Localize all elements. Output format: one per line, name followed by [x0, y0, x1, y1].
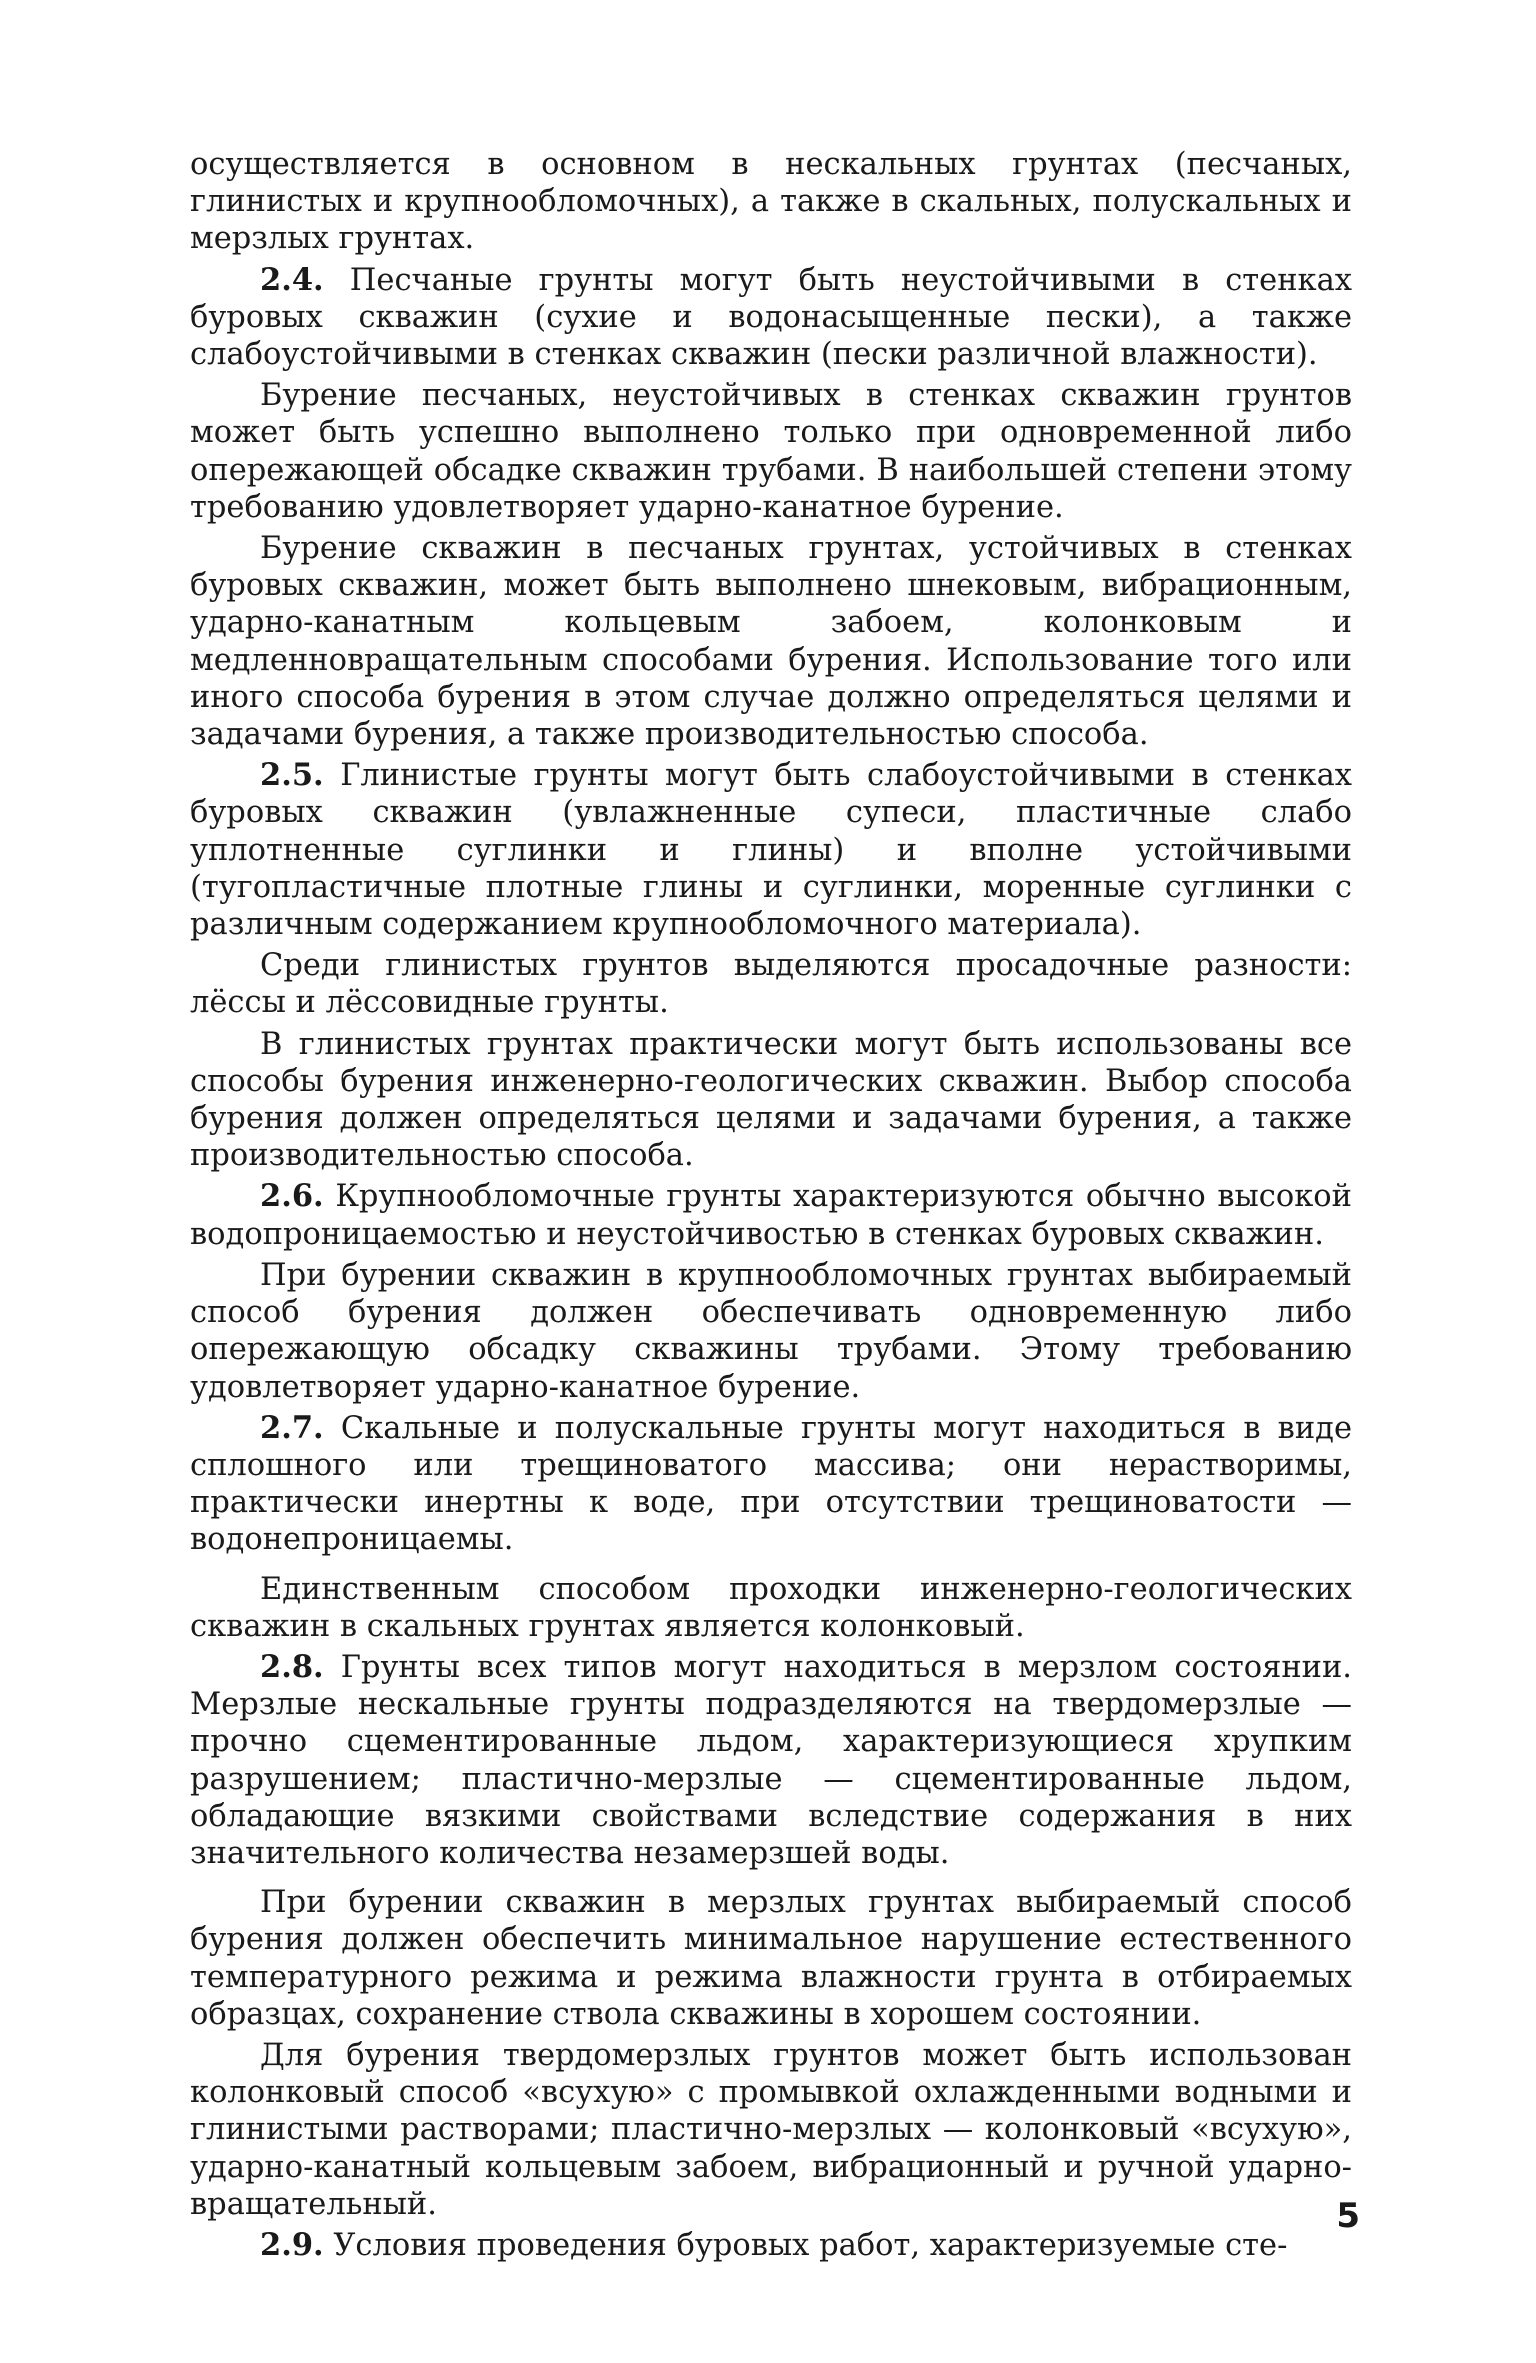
paragraph-2-5	[190, 757, 1352, 943]
clause-number: 2.7.	[260, 1409, 324, 1446]
paragraph	[190, 947, 1352, 1021]
page-number: 5	[1336, 2196, 1360, 2236]
paragraph-text: осуществляется в основном в нескальных грунтах (песчаных, глинистых и крупнообломочных), а также в скальных, полускальных и мерзлых грунтах.	[190, 147, 1352, 257]
clause-number: 2.6.	[260, 1178, 324, 1215]
paragraph-text: Условия проведения буровых работ, характеризуемые сте-	[323, 2227, 1288, 2263]
paragraph-continuation	[190, 146, 1352, 258]
paragraph-text: Крупнообломочные грунты характеризуются обычно высокой водопроницаемостью и неустойчивостью в стенках буровых скважин.	[190, 1179, 1352, 1252]
paragraph-text: Среди глинистых грунтов выделяются просадочные разности: лёссы и лёссовидные грунты.	[190, 948, 1352, 1021]
paragraph-text: Для бурения твердомерзлых грунтов может быть использован колонковый способ «всухую» с промывкой охлажденными водными и глинистыми растворами; пластично-мерзлых — колонковый «всухую», ударно-канатный кольцевым забоем, вибрационный и ручной ударно-вращательный.	[190, 2037, 1352, 2222]
paragraph-text: Единственным способом проходки инженерно-геологических скважин в скальных грунтах является колонковый.	[190, 1571, 1352, 1644]
paragraph-2-9	[190, 2227, 1352, 2264]
paragraph-text: Бурение песчаных, неустойчивых в стенках скважин грунтов может быть успешно выполнено только при одновременной либо опережающей обсадке скважин трубами. В наибольшей степени этому требованию удовлетворяет ударно-канатное бурение.	[190, 378, 1352, 525]
paragraph-text: В глинистых грунтах практически могут быть использованы все способы бурения инженерно-геологических скважин. Выбор способа бурения должен определяться целями и задачами бурения, а также производительностью способа.	[190, 1026, 1352, 1174]
paragraph-text: Скальные и полускальные грунты могут находиться в виде сплошного или трещиноватого массива; они нерастворимы, практически инертны к воде, при отсутствии трещиноватости — водонепроницаемы.	[190, 1410, 1352, 1558]
paragraph	[190, 377, 1352, 526]
paragraph-text: Бурение скважин в песчаных грунтах, устойчивых в стенках буровых скважин, может быть выполнено шнековым, вибрационным, ударно-канатным кольцевым забоем, колонковым и медленновращательным способами бурения. Использование того или иного способа бурения в этом случае должно определяться целями и задачами бурения, а также производительностью способа.	[190, 531, 1352, 753]
paragraph-text: При бурении скважин в мерзлых грунтах выбираемый способ бурения должен обеспечить минимальное нарушение естественного температурного режима и режима влажности грунта в отбираемых образцах, сохранение ствола скважины в хорошем состоянии.	[190, 1885, 1352, 2032]
paragraph	[190, 1884, 1352, 2033]
document-page	[190, 146, 1352, 2266]
paragraph-2-6	[190, 1178, 1352, 1252]
paragraph-text: Песчаные грунты могут быть неустойчивыми в стенках буровых скважин (сухие и водонасыщенные пески), а также слабоустойчивыми в стенках скважин (пески различной влажности).	[190, 262, 1352, 373]
clause-number: 2.5.	[260, 757, 324, 794]
clause-number: 2.8.	[260, 1648, 324, 1685]
paragraph	[190, 530, 1352, 753]
paragraph-text: Грунты всех типов могут находиться в мерзлом состоянии. Мерзлые нескальные грунты подразделяются на твердомерзлые — прочно сцементированные льдом, характеризующиеся хрупким разрушением; пластично-мерзлые — сцементированные льдом, обладающие вязкими свойствами вследствие содержания в них значительного количества незамерзшей воды.	[190, 1649, 1352, 1871]
clause-number: 2.9.	[260, 2226, 324, 2263]
paragraph	[190, 1257, 1352, 1406]
paragraph-2-4	[190, 262, 1352, 374]
paragraph-2-8	[190, 1649, 1352, 1872]
paragraph	[190, 1026, 1352, 1175]
paragraph	[190, 2037, 1352, 2223]
paragraph	[190, 1571, 1352, 1645]
clause-number: 2.4.	[260, 261, 324, 298]
paragraph-2-7	[190, 1410, 1352, 1559]
paragraph-text: При бурении скважин в крупнообломочных грунтах выбираемый способ бурения должен обеспечивать одновременную либо опережающую обсадку скважины трубами. Этому требованию удовлетворяет ударно-канатное бурение.	[190, 1257, 1352, 1405]
paragraph-text: Глинистые грунты могут быть слабоустойчивыми в стенках буровых скважин (увлажненные супеси, пластичные слабо уплотненные суглинки и глины) и вполне устойчивыми (тугопластичные плотные глины и суглинки, моренные суглинки с различным содержанием крупнообломочного материала).	[190, 758, 1352, 943]
